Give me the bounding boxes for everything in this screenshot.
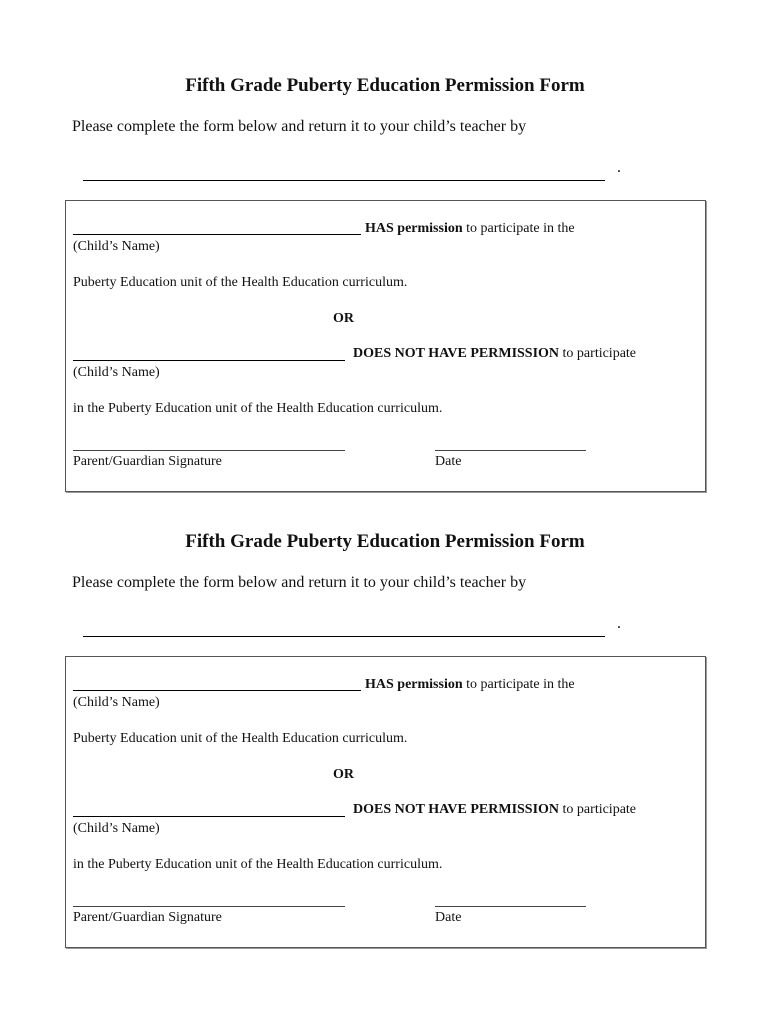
form-intro: Please complete the form below and return it to your child’s teacher by [72, 574, 527, 591]
return-date-line[interactable] [83, 180, 605, 181]
permission-box [65, 656, 706, 948]
signature-label: Parent/Guardian Signature [73, 910, 222, 925]
has-permission-rest: to participate in the [462, 221, 575, 236]
unit-text: Puberty Education unit of the Health Education curriculum. [73, 731, 408, 746]
permission-box [65, 200, 706, 492]
date-label: Date [435, 454, 462, 469]
date-label: Date [435, 910, 462, 925]
childs-name-label-2: (Child’s Name) [73, 365, 160, 380]
date-line[interactable] [435, 450, 586, 451]
no-permission-rest: to participate [559, 346, 637, 361]
or-text: OR [333, 311, 354, 326]
unit-text-2: in the Puberty Education unit of the Health Education curriculum. [73, 401, 443, 416]
signature-line[interactable] [73, 906, 345, 907]
date-line[interactable] [435, 906, 586, 907]
no-permission-rest: to participate [559, 802, 637, 817]
signature-label: Parent/Guardian Signature [73, 454, 222, 469]
has-permission-text [365, 677, 575, 693]
childs-name-label: (Child’s Name) [73, 695, 160, 710]
has-permission-bold: HAS permission [365, 221, 463, 236]
return-date-line[interactable] [83, 636, 605, 637]
no-permission-text [353, 346, 636, 362]
child-name-line[interactable] [73, 234, 361, 235]
childs-name-label: (Child’s Name) [73, 239, 160, 254]
no-permission-bold: DOES NOT HAVE PERMISSION [353, 802, 560, 817]
childs-name-label-2: (Child’s Name) [73, 821, 160, 836]
form-title: Fifth Grade Puberty Education Permission Form [185, 531, 585, 552]
child-name-line-2[interactable] [73, 816, 345, 817]
signature-line[interactable] [73, 450, 345, 451]
form-intro: Please complete the form below and return it to your child’s teacher by [72, 118, 527, 135]
no-permission-bold: DOES NOT HAVE PERMISSION [353, 346, 560, 361]
period: . [617, 615, 621, 632]
unit-text: Puberty Education unit of the Health Education curriculum. [73, 275, 408, 290]
period: . [617, 159, 621, 176]
or-text: OR [333, 767, 354, 782]
unit-text-2: in the Puberty Education unit of the Health Education curriculum. [73, 857, 443, 872]
child-name-line[interactable] [73, 690, 361, 691]
no-permission-text [353, 802, 636, 818]
has-permission-bold: HAS permission [365, 677, 463, 692]
child-name-line-2[interactable] [73, 360, 345, 361]
has-permission-text [365, 221, 575, 237]
form-title: Fifth Grade Puberty Education Permission Form [185, 75, 585, 96]
has-permission-rest: to participate in the [462, 677, 575, 692]
